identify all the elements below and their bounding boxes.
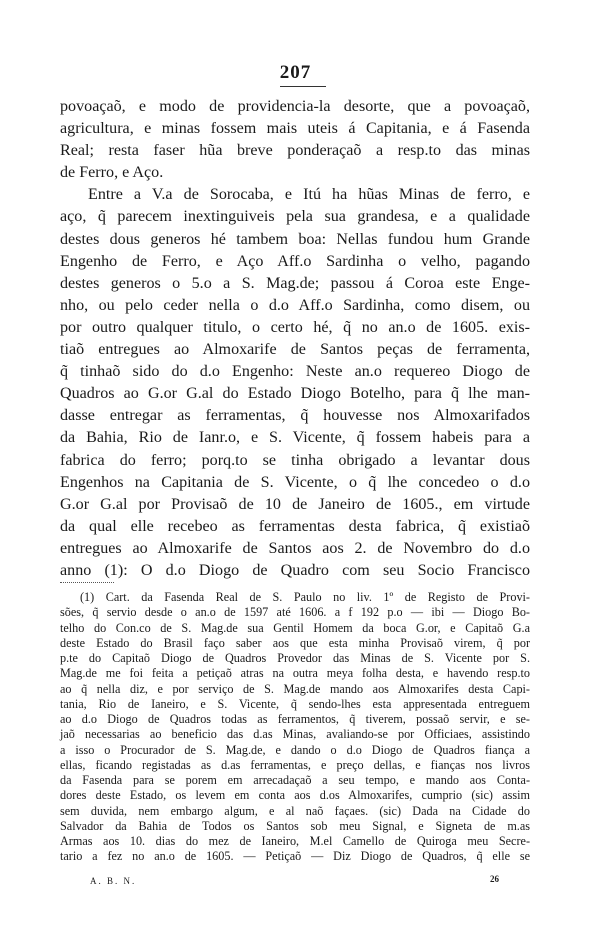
text-line: aço, q̃ parecem inextinguiveis pela sua grandesa, e a qualidade [60, 208, 530, 226]
footnote-line: telho do Con.co de S. Mag.de sua Gentil Homem da boca G.or, e Capitaõ G.a [60, 620, 530, 635]
footnote-line: (1) Cart. da Fasenda Real de S. Paulo no liv. 1º de Registo de Provi- [80, 590, 530, 604]
text-line: tiaõ entregues ao Almoxarife de Santos peças de ferramenta, [60, 341, 530, 359]
text-line: agricultura, e minas fossem mais uteis á Capitania, e á Fasenda [60, 120, 530, 138]
footnote-separator [60, 582, 114, 583]
footnote-line: tario a fez no an.o de 1605. — Petiçaõ — Diz Diogo de Quadros, q̃ elle se [60, 849, 530, 864]
page-number-underline [280, 86, 326, 87]
footnote-line: ao d.o Diogo de Quadros todas as ferramentos, q̃ tiverem, possaõ servir, e se- [60, 712, 530, 726]
footnote-line: deste Estado do Brasil faço saber aos que esta minha Provisaõ virem, q̃ por [60, 635, 530, 650]
footnote-line: p.te do Capitaõ Diogo de Quadros Provedor das Minas de S. Vicente por S. [60, 651, 530, 665]
text-line: de Ferro, e Aço. [60, 164, 164, 182]
sheet-number: 26 [490, 874, 499, 884]
text-line: nho, ou pelo ceder nella o d.o Aff.o Sardinha, como disem, ou [60, 296, 530, 314]
signature-mark: A. B. N. [90, 876, 137, 886]
footnote-line: dores deste Estado, os levem em conta aos d.os Almoxarifes, cumprio (sic) assim [60, 788, 530, 803]
page-number: 207 [279, 62, 312, 83]
footnote-line: jaõ necessarias ao beneficio das d.as Minas, avaliando-se por Officiaes, assistindo [60, 727, 530, 742]
text-line: Engenho de Ferro, e Aço Aff.o Sardinha o velho, pagando [60, 252, 530, 270]
text-line: fabrica do ferro; porq.to se tinha obrigado a levantar dous [60, 451, 530, 469]
text-line: Entre a V.a de Sorocaba, e Itú ha hũas Minas de ferro, e [88, 186, 530, 204]
footnote-line: sem duvida, nem embargo algum, e al naõ façaes. (sic) Dada na Cidade do [60, 803, 530, 818]
text-line: dasse entregar as ferramentas, q̃ houvesse nos Almoxarifados [60, 407, 530, 425]
text-line: destes dous generos hé tambem boa: Nellas fundou hum Grande [60, 230, 530, 248]
footnote-line: a isso o Procurador de S. Mag.de, e dando o d.o Diogo de Quadros fiança a [60, 742, 530, 757]
footnote [60, 590, 530, 865]
footnote-line: Armas aos 10. dias do mez de Ianeiro, M.el Camello de Quiroga meu Secre- [60, 834, 530, 848]
footnote-line: sões, q̃ servio desde o an.o de 1597 até 1606. a f 192 p.o — ibi — Diogo Bo- [60, 605, 530, 620]
text-line: entregues ao Almoxarife de Santos aos 2. de Novembro do d.o [60, 539, 530, 557]
text-line: G.or G.al por Provisaõ de 10 de Janeiro de 1605., em virtude [60, 495, 530, 513]
footnote-line: tania, Rio de Ianeiro, e S. Vicente, q̃ sendo-lhes esta appresentada entreguem [60, 696, 530, 711]
text-line: q̃ tinhaõ sido do d.o Engenho: Neste an.o requereo Diogo de [60, 363, 530, 381]
text-line: destes generos o 5.o a S. Mag.de; passou á Coroa este Enge- [60, 274, 530, 292]
footnote-line: Mag.de me foi feita a petiçaõ atras na outra meya folha desta, e havendo resp.to [60, 666, 530, 681]
footnote-line: ao q̃ nella diz, e por serviço de S. Mag.de mando aos Almoxarifes desta Capi- [60, 681, 530, 696]
text-line: povoaçaõ, e modo de providencia-la desorte, que a povoaçaõ, [60, 98, 530, 115]
text-line: anno (1): O d.o Diogo de Quadro com seu Socio Francisco [60, 561, 530, 579]
text-line: Real; resta faser hũa breve ponderaçaõ a resp.to das minas [60, 142, 530, 160]
text-line: da qual elle recebeo as ferramentas desta fabrica, q̃ existiaõ [60, 517, 530, 535]
text-line: da Bahia, Rio de Ianr.o, e S. Vicente, q̃ fossem habeis para a [60, 429, 530, 447]
main-text [60, 96, 530, 582]
text-line: por outro qualquer titulo, o certo hé, q̃ no an.o de 1605. exis- [60, 318, 530, 336]
text-line: Engenhos na Capitania de S. Vicente, o q̃ lhe concedeo o d.o [60, 473, 530, 491]
footnote-line: da Fasenda para se porem em arrecadaçaõ a seu tempo, e mando aos Conta- [60, 773, 530, 787]
footnote-line: ellas, ficando registadas as d.as ferramentas, e preço dellas, e fianças nos livros [60, 757, 530, 772]
footnote-line: Salvador da Bahia de Todos os Santos sob meu Signal, e Signeta de m.as [60, 818, 530, 833]
text-line: Quadros ao G.or G.al do Estado Diogo Botelho, para q̃ lhe man- [60, 385, 530, 403]
